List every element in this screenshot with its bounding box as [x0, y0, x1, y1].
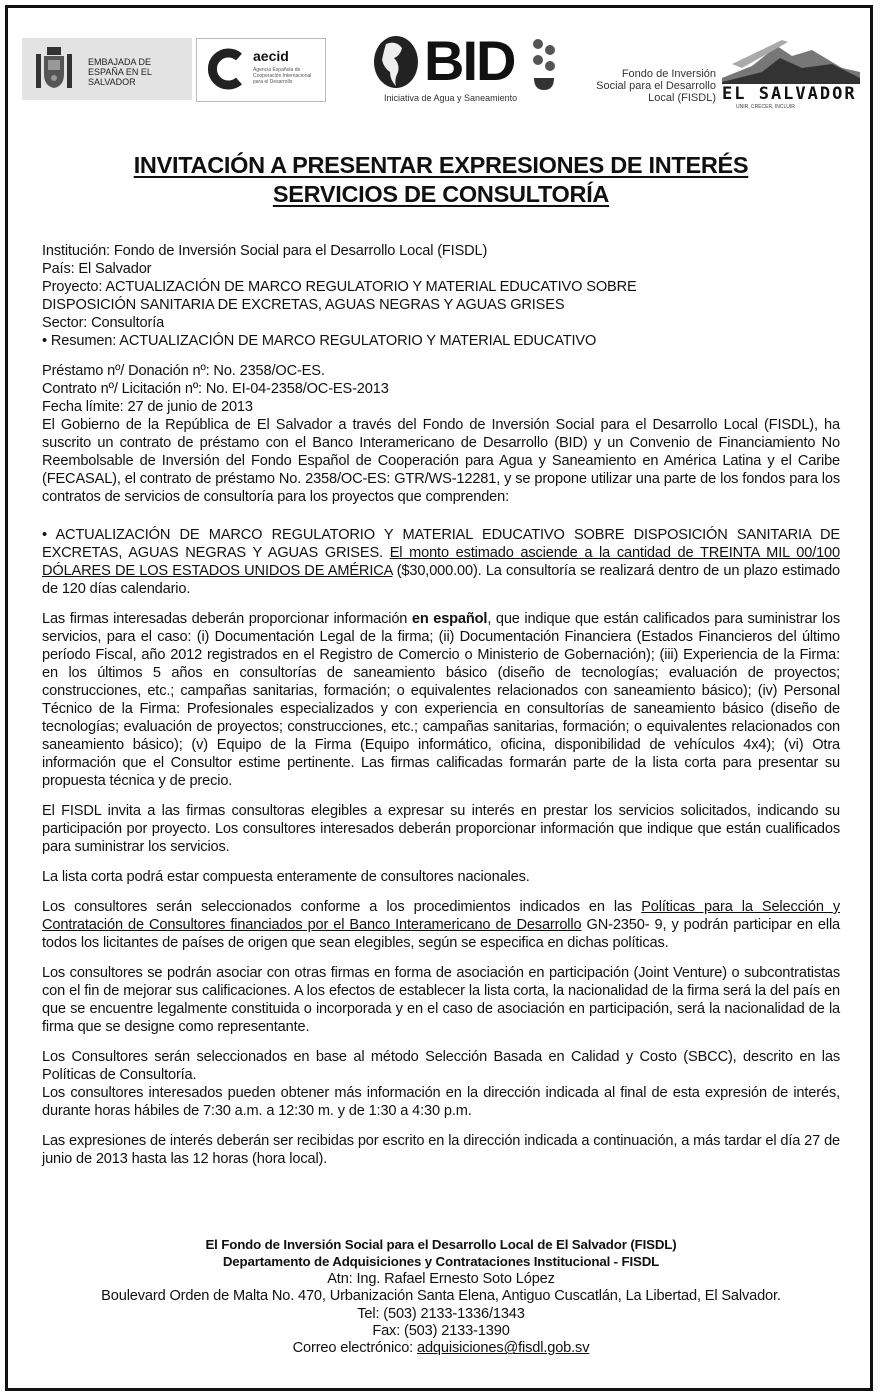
- title-line-2: SERVICIOS DE CONSULTORÍA: [272, 181, 610, 207]
- embajada-text: EMBAJADA DE ESPAÑA EN EL SALVADOR: [88, 57, 152, 87]
- footer-address: Boulevard Orden de Malta No. 470, Urbanización Santa Elena, Antiguo Cuscatlán, La Libertad, El Salvador.: [101, 1288, 781, 1305]
- bid-dots-icon: [532, 36, 556, 92]
- contact-block: [0, 1236, 882, 1358]
- aecid-name: aecid: [253, 48, 289, 64]
- document-body: [42, 242, 840, 1168]
- paragraph-invitation: El FISDL invita a las firmas consultoras elegibles a expresar su interés en prestar los servicios solicitados, indicando su participación por proyecto. Los consultores interesados deberán proporcionar información que indique que están cualificados para suministrar los servicios.: [42, 803, 840, 855]
- footer-dept: Departamento de Adquisiciones y Contrataciones Institucional - FISDL: [222, 1254, 660, 1270]
- project-name-text: • ACTUALIZACIÓN DE MARCO REGULATORIO Y MATERIAL EDUCATIVO SOBRE DISPOSICIÓN SANITARIA DE EXCRETAS, AGUAS NEGRAS Y AGUAS GRISES.: [42, 527, 840, 561]
- requirements-list: , que indique que están calificados para suministrar los servicios, para el caso: (i) Documentación Legal de la firma; (ii) Documentación Financiera (Estados Financieros del último período Fiscal, año 2012 registrados en el Registro de Comercio o Ministerio de Gobernación); (iii) Experiencia de la Firma: en los últimos 5 años en consultorías de saneamiento básico (diseño de tecnologías; evaluación de proyectos; construcciones, etc.; campañas sanitarias, formación; o equivalentes relacionados con saneamiento básico); (iv) Personal Técnico de la Firma: Profesionales especializados y con experiencia en consultorías de saneamiento básico (diseño de tecnologías; evaluación de proyectos; construcciones, etc.; campañas sanitarias, formación; o equivalentes relacionados con saneamiento básico); (v) Equipo de la Firma (Equipo informático, oficina, disponibilidad de vehículos 4x4); (vi) Otra información que el Consultor estime pertinente. Las firmas calificadas formarán parte de la lista corta para presentar su propuesta técnica y de precio.: [42, 611, 840, 789]
- el-salvador-logo: [720, 38, 860, 110]
- policy-intro: Los consultores serán seleccionados conforme a los procedimientos indicados en las: [42, 899, 642, 915]
- project-term-text: ($30,000.00). La consultoría se realizará dentro de un plazo estimado de 120 días calendario.: [42, 563, 841, 597]
- document-title: [0, 151, 882, 209]
- coat-of-arms-icon: [34, 44, 74, 94]
- info-pais: País: El Salvador: [42, 261, 152, 277]
- info-proyecto-1: Proyecto: ACTUALIZACIÓN DE MARCO REGULATORIO Y MATERIAL EDUCATIVO SOBRE: [42, 279, 637, 295]
- footer-fax: Fax: (503) 2133-1390: [372, 1323, 510, 1340]
- embajada-logo: [22, 38, 192, 100]
- bid-wordmark: BID: [424, 29, 515, 92]
- fisdl-text: Fondo de Inversión Social para el Desarrollo Local (FISDL): [596, 68, 716, 104]
- info-prestamo: Préstamo nº/ Donación nº: No. 2358/OC-ES.: [42, 363, 325, 379]
- globe-icon: [372, 34, 420, 90]
- title-line-1: INVITACIÓN A PRESENTAR EXPRESIONES DE INTERÉS: [133, 152, 749, 178]
- policy-detail: GN-2350- 9, y podrán participar en ella todos los licitantes de países de origen que sean elegibles, según se especifica en dichas políticas.: [42, 917, 840, 951]
- policy-reference: Políticas para la Selección y Contratación de Consultores financiados por el Banco Interamericano de Desarrollo: [42, 899, 840, 933]
- footer-atn: Atn: Ing. Rafael Ernesto Soto López: [327, 1270, 555, 1287]
- footer-org: El Fondo de Inversión Social para el Desarrollo Local de El Salvador (FISDL): [205, 1237, 677, 1252]
- paragraph-short-list: La lista corta podrá estar compuesta enteramente de consultores nacionales.: [42, 869, 530, 885]
- info-resumen: • Resumen: ACTUALIZACIÓN DE MARCO REGULATORIO Y MATERIAL EDUCATIVO: [42, 333, 597, 349]
- email-label: Correo electrónico:: [292, 1340, 417, 1357]
- requirements-language: en español: [411, 611, 488, 627]
- aecid-logo: [196, 38, 326, 102]
- bid-logo: [370, 30, 560, 110]
- info-proyecto-2: DISPOSICIÓN SANITARIA DE EXCRETAS, AGUAS NEGRAS Y AGUAS GRISES: [42, 297, 565, 313]
- info-fecha: Fecha límite: 27 de junio de 2013: [42, 399, 253, 415]
- paragraph-contact-hours: Los consultores interesados pueden obtener más información en la dirección indicada al final de esta expresión de interés, durante horas hábiles de 7:30 a.m. a 12:30 m. y de 1:30 a 4:30 p.m.: [42, 1085, 840, 1119]
- aecid-mark-icon: [205, 47, 249, 91]
- paragraph-method: Los Consultores serán seleccionados en base al método Selección Basada en Calidad y Costo (SBCC), descrito en las Políticas de Consultoría.: [42, 1049, 840, 1083]
- el-salvador-tagline: UNIR, CRECER, INCLUIR: [736, 104, 795, 110]
- paragraph-joint-venture: Los consultores se podrán asociar con otras firmas en forma de asociación en participación (Joint Venture) o subcontratistas con el fin de mejorar sus calificaciones. A los efectos de establecer la lista corta, la nacionalidad de la firma será la del país en que se encuentre legalmente constituida o incorporada y en el caso de asociación en participación, será la nacionalidad de la firma que se designe como representante.: [42, 965, 840, 1035]
- info-contrato: Contrato nº/ Licitación nº: No. EI-04-2358/OC-ES-2013: [42, 381, 389, 397]
- paragraph-project: [42, 526, 840, 598]
- info-institucion: Institución: Fondo de Inversión Social para el Desarrollo Local (FISDL): [42, 243, 488, 259]
- paragraph-requirements: [42, 610, 840, 790]
- footer-email: [0, 1340, 882, 1357]
- email-link[interactable]: adquisiciones@fisdl.gob.sv: [417, 1340, 590, 1357]
- el-salvador-wordmark: EL SALVADOR: [722, 84, 857, 104]
- requirements-intro: Las firmas interesadas deberán proporcionar información: [42, 611, 412, 627]
- footer-tel: Tel: (503) 2133-1336/1343: [357, 1305, 525, 1322]
- info-sector: Sector: Consultoría: [42, 315, 165, 331]
- aecid-subtitle: Agencia Española de Cooperación Internacional para el Desarrollo: [253, 67, 312, 85]
- paragraph-selection-policy: [42, 898, 840, 952]
- paragraph-deadline: Las expresiones de interés deberán ser recibidas por escrito en la dirección indicada a continuación, a más tardar el día 27 de junio de 2013 hasta las 12 horas (hora local).: [42, 1133, 840, 1167]
- estimated-amount-text: El monto estimado asciende a la cantidad de TREINTA MIL 00/100 DÓLARES DE LOS ESTADOS UNIDOS DE AMÉRICA: [42, 545, 840, 579]
- paragraph-intro: El Gobierno de la República de El Salvador a través del Fondo de Inversión Social para el Desarrollo Local (FISDL), ha suscrito un contrato de préstamo con el Banco Interamericano de Desarrollo (BID) y un Convenio de Financiamiento No Reembolsable de Inversión del Fondo Español de Cooperación para Agua y Saneamiento en América Latina y el Caribe (FECASAL), el contrato de préstamo No. 2358/OC-ES: GTR/WS-12281, y se propone utilizar una parte de los fondos para los contratos de servicios de consultoría para los proyectos que comprenden:: [42, 417, 840, 505]
- bid-tagline: Iniciativa de Agua y Saneamiento: [384, 93, 518, 103]
- volcano-icon: [722, 38, 860, 84]
